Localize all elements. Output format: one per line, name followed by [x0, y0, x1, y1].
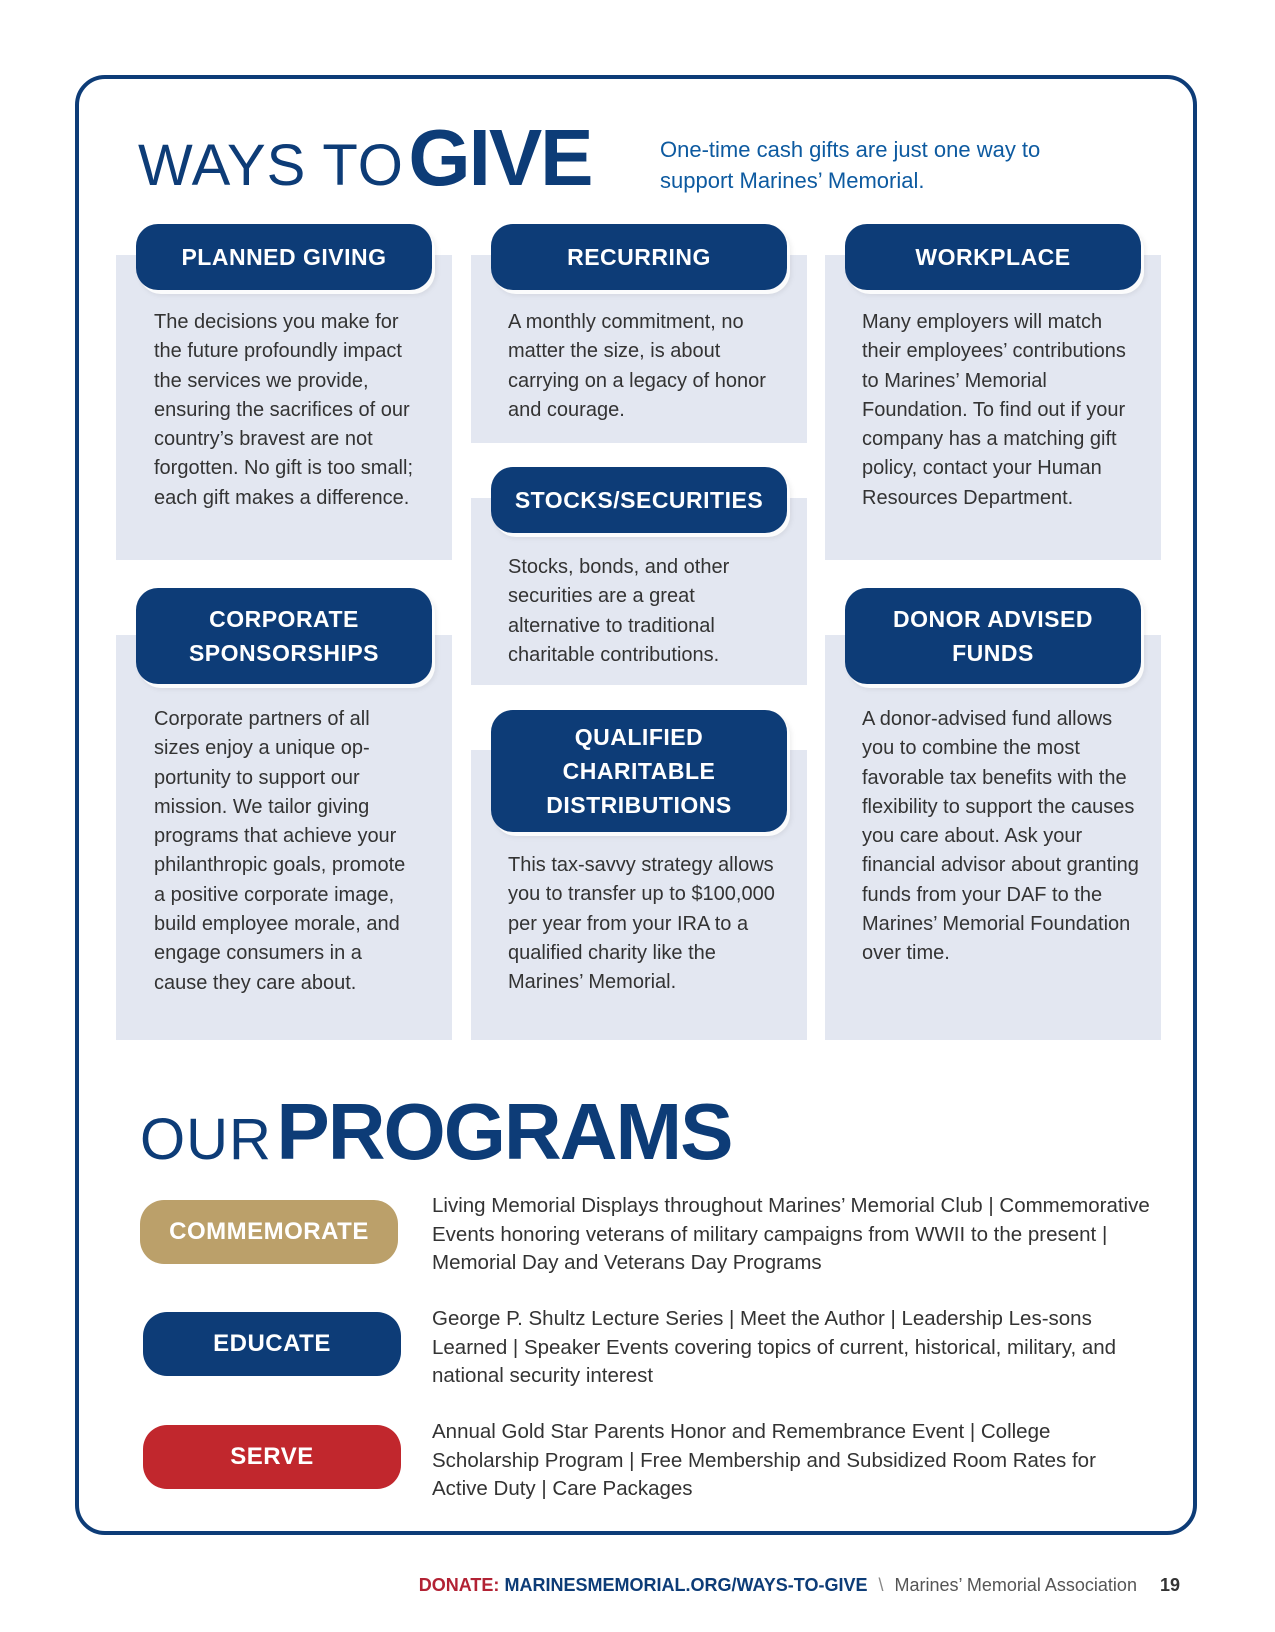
- footer-donate-label: DONATE:: [418, 1575, 500, 1595]
- page-number: 19: [1159, 1575, 1180, 1595]
- program-pill-educate: EDUCATE: [143, 1312, 401, 1376]
- ways-to-give-title-light: WAYS TO: [138, 133, 404, 198]
- way-title: QUALIFIED CHARITABLE DISTRIBUTIONS: [546, 724, 732, 818]
- way-title: RECURRING: [567, 244, 711, 270]
- way-tab-corporate-sponsorships: [136, 588, 432, 684]
- footer-separator: \: [878, 1575, 884, 1595]
- our-programs-title-bold: PROGRAMS: [276, 1087, 732, 1176]
- way-text-donor-advised-funds: A donor-advised fund allows you to combine the most favorable tax benefits with the flexibility to support the causes you care about. Ask your financial advisor about granting funds from your DAF to the Marines’ Memorial Foundation over time.: [862, 708, 1139, 965]
- program-pill-serve: SERVE: [143, 1425, 401, 1489]
- our-programs-title: [140, 1086, 731, 1178]
- ways-to-give-title-bold: GIVE: [408, 113, 592, 202]
- program-text-educate: George P. Shultz Lecture Series | Meet the Author | Leadership Les-sons Learned | Speaker Events covering topics of current, historical, military, and national security interest: [432, 1307, 1117, 1387]
- page-footer: [419, 1575, 1180, 1596]
- program-text-commemorate: Living Memorial Displays throughout Marines’ Memorial Club | Commemorative Events honoring veterans of military campaigns from WWII to the present | Memorial Day and Veterans Day Programs: [432, 1194, 1150, 1274]
- way-tab-qcd: [491, 710, 787, 832]
- way-text-stocks-securities: Stocks, bonds, and other securities are a great alternative to traditional charitable contributions.: [508, 556, 730, 666]
- way-tab-donor-advised-funds: [845, 588, 1141, 684]
- ways-to-give-intro: One-time cash gifts are just one way to support Marines’ Memorial.: [660, 137, 1041, 193]
- ways-to-give-title: [138, 112, 592, 204]
- way-tab-stocks-securities: [491, 467, 787, 533]
- way-tab-workplace: [845, 224, 1141, 290]
- our-programs-title-light: OUR: [140, 1107, 272, 1172]
- way-text-qcd: This tax-savvy strategy allows you to transfer up to $100,000 per year from your IRA to a qualified charity like the Marines’ Memorial.: [508, 854, 775, 994]
- way-title: CORPORATE SPONSORSHIPS: [188, 606, 380, 666]
- way-tab-recurring: [491, 224, 787, 290]
- way-text-corporate-sponsorships: Corporate partners of all sizes enjoy a unique op-portunity to support our mission. We tailor giving programs that achieve your philanthropic goals, promote a positive corporate image, build employee morale, and engage consumers in a cause they care about.: [154, 708, 406, 994]
- program-pill-commemorate: COMMEMORATE: [140, 1200, 398, 1264]
- footer-org: Marines’ Memorial Association: [894, 1575, 1137, 1595]
- way-text-recurring: A monthly commitment, no matter the size, is about carrying on a legacy of honor and courage.: [508, 311, 766, 421]
- way-title: DONOR ADVISED FUNDS: [893, 606, 1093, 666]
- way-tab-planned-giving: [136, 224, 432, 290]
- program-text-serve: Annual Gold Star Parents Honor and Remembrance Event | College Scholarship Program | Free Membership and Subsidized Room Rates for Active Duty | Care Packages: [432, 1420, 1096, 1500]
- way-text-workplace: Many employers will match their employees’ contributions to Marines’ Memorial Foundation. To find out if your company has a matching gift policy, contact your Human Resources Department.: [862, 311, 1126, 509]
- way-text-planned-giving: The decisions you make for the future profoundly impact the services we provide, ensuring the sacrifices of our country’s bravest are not forgotten. No gift is too small; each gift makes a difference.: [154, 311, 414, 509]
- way-title: STOCKS/SECURITIES: [514, 487, 764, 513]
- footer-donate-link[interactable]: MARINESMEMORIAL.ORG/WAYS-TO-GIVE: [504, 1575, 868, 1595]
- way-title: PLANNED GIVING: [181, 244, 387, 270]
- way-title: WORKPLACE: [915, 244, 1071, 270]
